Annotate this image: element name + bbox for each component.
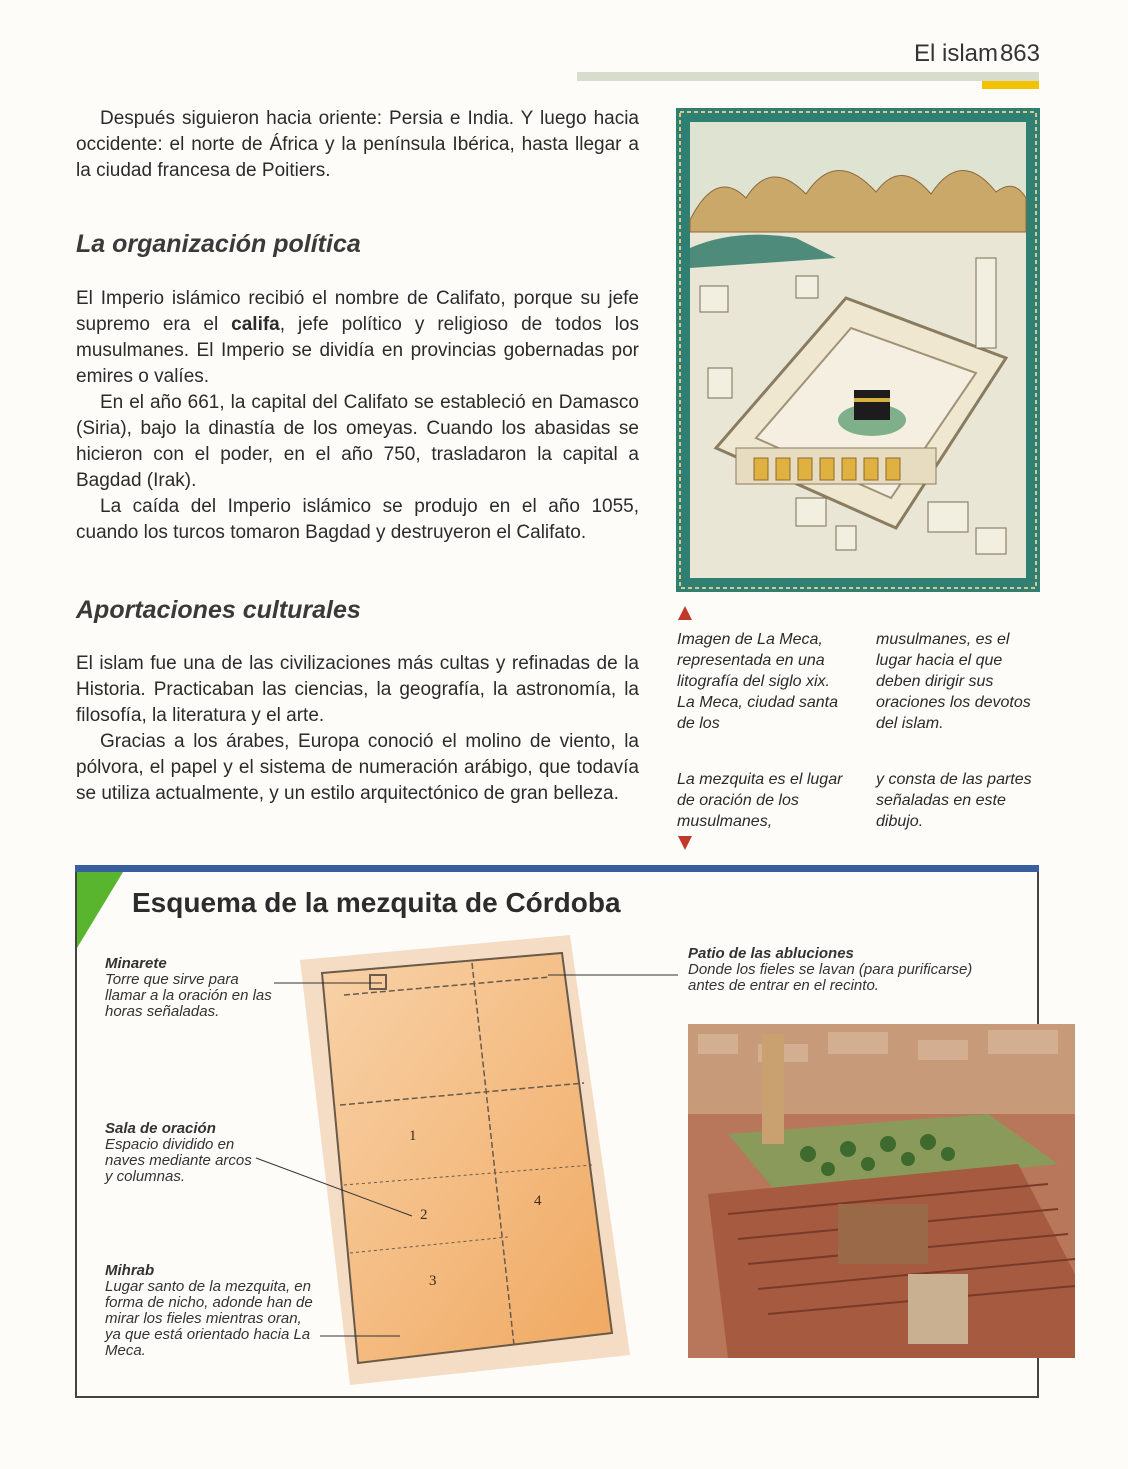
plan-number-3: 3 [429, 1273, 437, 1289]
caption-mezquita-right: y consta de las partes señaladas en este dibujo. [876, 771, 1032, 830]
paragraph-civilizacion: El islam fue una de las civilizaciones más cultas y refinadas de la Historia. Practicaban las ciencias, la geografía, la astronomía, la filosofía, la literatura y el arte. [76, 653, 639, 726]
label-minarete: Minarete Torre que sirve para llamar a la oración en las horas señaladas. [105, 955, 272, 1020]
plan-number-2: 2 [420, 1207, 428, 1223]
intro-paragraph: Después siguieron hacia oriente: Persia e India. Y luego hacia occidente: el norte de África y la península Ibérica, hasta llegar a la ciudad francesa de Poitiers. [76, 108, 639, 181]
label-sala-oracion: Sala de oración Espacio dividido en naves mediante arcos y columnas. [105, 1120, 252, 1185]
caption-meca-left: Imagen de La Meca, representada en una litografía del siglo xix. La Meca, ciudad santa de los [677, 631, 838, 732]
paragraph-aportes: Gracias a los árabes, Europa conoció el molino de viento, la pólvora, el papel y el sistema de numeración arábigo, que todavía se utiliza actualmente, y un estilo arquitectónico de gran belleza. [76, 731, 639, 804]
caption-meca-right: musulmanes, es el lugar hacia el que deben dirigir sus oraciones los devotos del islam. [876, 631, 1031, 732]
bold-term-califa: califa [231, 314, 280, 335]
plan-number-4: 4 [534, 1193, 542, 1209]
chapter-title: El islam [913, 40, 998, 67]
paragraph-califato: El Imperio islámico recibió el nombre de Califato, porque su jefe supremo era el califa, jefe político y religioso de todos los musulmanes. El Imperio se dividía en provincias gobernadas por emires o valíes. [76, 288, 639, 387]
plan-number-1: 1 [409, 1128, 417, 1144]
paragraph-damasco: En el año 661, la capital del Califato se estableció en Damasco (Siria), bajo la dinastía de los omeyas. Cuando los abasidas se hicieron con el poder, en el año 750, trasladaron la capital a Bagdad (Irak). [76, 392, 639, 491]
label-patio-abluciones: Patio de las abluciones Donde los fieles se lavan (para purificarse) antes de entrar en el recinto. [688, 945, 973, 994]
mezquita-aerial-photo [688, 1024, 1075, 1358]
section-heading-aportaciones: Aportaciones culturales [76, 596, 361, 624]
section-heading-organizacion: La organización política [76, 230, 361, 258]
paragraph-caida: La caída del Imperio islámico se produjo en el año 1055, cuando los turcos tomaron Bagdad y destruyeron el Califato. [76, 496, 639, 543]
label-mihrab: Mihrab Lugar santo de la mezquita, en forma de nicho, adonde han de mirar los fieles mientras oran, ya que está orientado hacia La Meca. [105, 1262, 313, 1359]
schema-title: Esquema de la mezquita de Córdoba [132, 887, 621, 918]
caption-mezquita-left: La mezquita es el lugar de oración de los musulmanes, [677, 771, 843, 830]
page-number: 863 [999, 40, 1040, 67]
